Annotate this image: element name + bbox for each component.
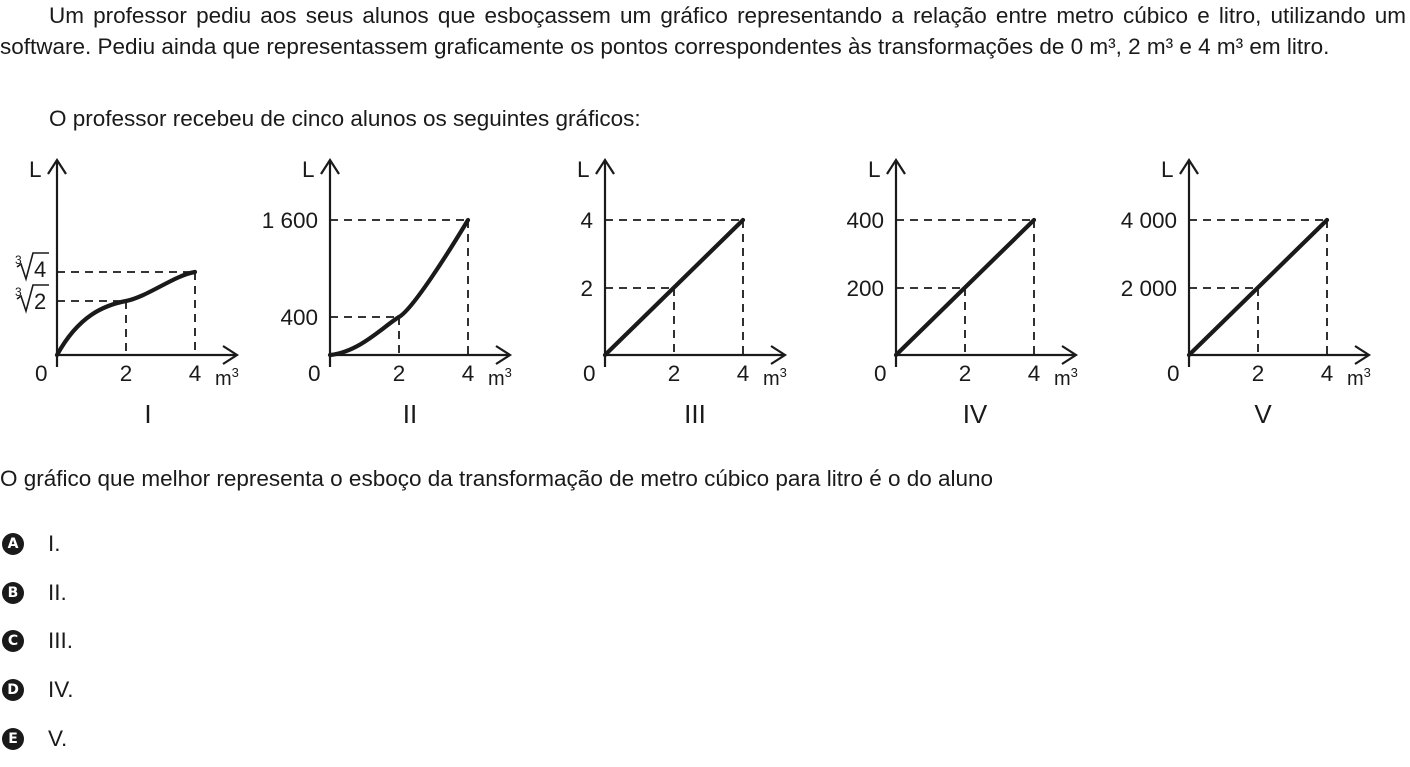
graph-number-label: IV: [962, 399, 988, 429]
data-curve: [57, 272, 195, 355]
y-tick-label: 1 600: [261, 208, 318, 233]
student-graphs: [0, 150, 1410, 440]
option-b[interactable]: [0, 578, 67, 608]
y-axis-label: L: [1161, 157, 1174, 182]
y-axis-label: L: [302, 157, 315, 182]
x-axis-label: $m^3$: [215, 365, 239, 390]
origin-label: 0: [308, 361, 321, 386]
y-tick-label: 2: [34, 289, 47, 314]
question-text: O gráfico que melhor representa o esboço da transformação de metro cúbico para litro é o do aluno: [0, 466, 994, 491]
intro-paragraph: Um professor pediu aos seus alunos que esboçassem um gráfico representando a relação entre metro cúbico e litro, utilizando um software. Pediu ainda que representassem graficamente os pontos correspondentes às transformações de 0 m³, 2 m³ e 4 m³ em litro.: [0, 3, 1406, 59]
y-axis-label: L: [577, 157, 590, 182]
option-d[interactable]: [0, 675, 73, 705]
graph-number-label: V: [1254, 399, 1272, 429]
graph-i: [15, 157, 239, 429]
x-tick-label: 2: [119, 361, 133, 386]
x-axis-label: $m^3$: [763, 365, 787, 390]
x-tick-label: 2: [392, 361, 406, 386]
option-letter-badge: B: [2, 582, 24, 604]
x-tick-label: 4: [1027, 361, 1041, 386]
origin-label: 0: [35, 361, 48, 386]
y-tick-label: 2 000: [1120, 276, 1177, 301]
graph-iii: [577, 157, 787, 429]
option-a[interactable]: [0, 529, 61, 559]
option-letter-badge: E: [2, 728, 24, 750]
option-text: III.: [48, 628, 74, 653]
x-tick-label: 4: [461, 361, 475, 386]
y-axis-label: L: [868, 157, 881, 182]
y-tick-label: 2: [580, 276, 593, 301]
origin-label: 0: [583, 361, 596, 386]
x-tick-label: 2: [667, 361, 681, 386]
intro-paragraph-2: O professor recebeu de cinco alunos os seguintes gráficos:: [49, 106, 641, 131]
graph-number-label: II: [402, 399, 418, 429]
option-text: II.: [48, 580, 67, 605]
option-text: I.: [48, 531, 61, 556]
origin-label: 0: [1167, 361, 1180, 386]
y-tick-cbrt4: [15, 253, 49, 282]
origin-label: 0: [874, 361, 887, 386]
y-tick-label: 200: [846, 276, 884, 301]
graph-iv: [846, 157, 1077, 429]
y-tick-label: 400: [280, 305, 318, 330]
x-tick-label: 2: [1251, 361, 1265, 386]
graph-v: [1121, 157, 1371, 429]
y-tick-label: 4: [34, 257, 47, 282]
radical-index: 3: [15, 253, 22, 267]
radical-index: 3: [15, 285, 22, 299]
x-tick-label: 4: [736, 361, 750, 386]
x-axis-label: $m^3$: [1054, 365, 1078, 390]
graph-number-label: I: [144, 399, 152, 429]
x-tick-label: 4: [1320, 361, 1334, 386]
y-tick-cbrt2: [15, 285, 49, 314]
y-tick-label: 400: [846, 208, 884, 233]
option-letter-badge: C: [2, 630, 24, 652]
option-letter-badge: D: [2, 679, 24, 701]
x-tick-label: 2: [958, 361, 972, 386]
option-e[interactable]: [0, 724, 67, 754]
option-c[interactable]: [0, 626, 73, 656]
option-letter-badge: A: [2, 533, 24, 555]
y-tick-label: 4 000: [1120, 208, 1177, 233]
y-tick-label: 4: [580, 208, 593, 233]
x-axis-label: $m^3$: [1347, 365, 1371, 390]
graph-ii: [262, 157, 512, 429]
x-axis-label: $m^3$: [488, 365, 512, 390]
x-tick-label: 4: [188, 361, 202, 386]
option-text: V.: [48, 726, 68, 751]
option-text: IV.: [48, 677, 74, 702]
graph-number-label: III: [684, 399, 706, 429]
y-axis-label: L: [29, 157, 42, 182]
